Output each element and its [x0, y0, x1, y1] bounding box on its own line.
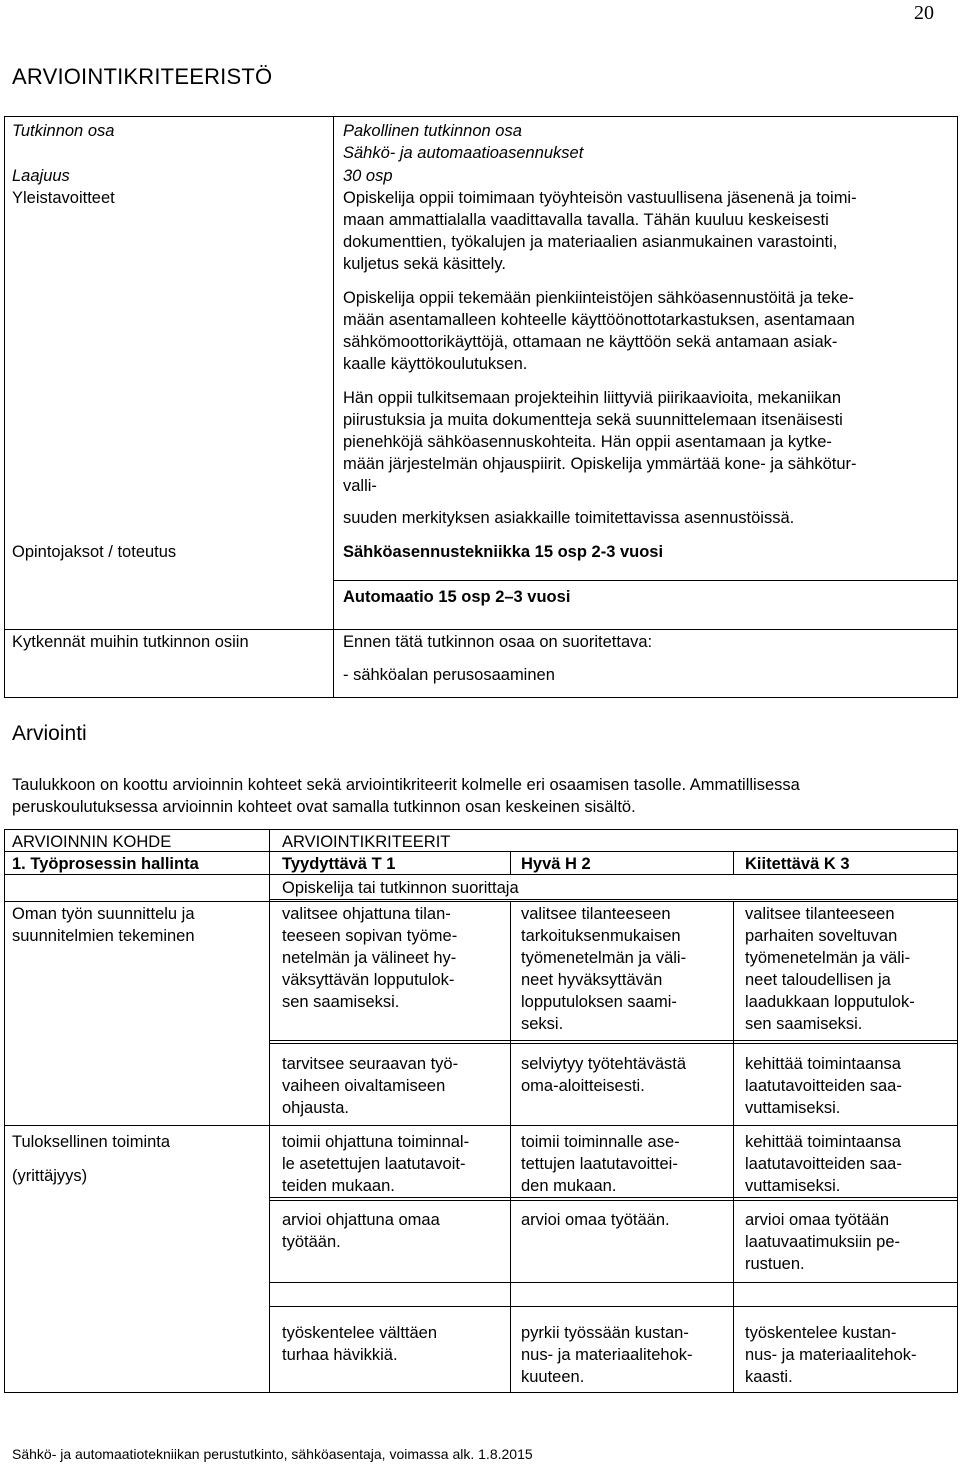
row4-t1-l1: työskentelee välttäen [282, 1324, 438, 1342]
row4-k3 [745, 1322, 917, 1388]
opintojakso-1: Sähköasennustekniikka 15 osp 2-3 vuosi [343, 543, 664, 561]
row0-t1-l3: netelmän ja välineet hy- [282, 949, 457, 967]
row2-k3 [745, 1131, 902, 1197]
page-footer: Sähkö- ja automaatiotekniikan perustutkinto, sähköasentaja, voimassa alk. 1.8.2015 [12, 1446, 533, 1462]
row3-t1 [282, 1209, 440, 1253]
yleistavoitteet-p1-l1: Opiskelija oppii toimimaan työyhteisön vastuullisena jäsenenä ja toimi- [343, 189, 857, 207]
yleistavoitteet-p1-l2: maan ammattialalla vaadittavalla tavalla. Tähän kuuluu keskeisesti [343, 211, 829, 229]
yleistavoitteet-p2-l3: sähkömoottorikäyttöjä, ottamaan ne käyttöön sekä antamaan asiak- [343, 333, 838, 351]
yleistavoitteet-p3-l3: pienehköjä sähköasennuskohteita. Hän oppii asentamaan ja kytke- [343, 433, 832, 451]
row1-t1-l1: tarvitsee seuraavan työ- [282, 1055, 459, 1073]
yleistavoitteet-p3-l5: valli- [343, 477, 377, 495]
label-tutkinnon-osa: Tutkinnon osa [12, 122, 115, 140]
row2-h2 [521, 1131, 680, 1197]
row0-h2-l6: seksi. [521, 1015, 564, 1033]
row0-h2-l4: neet hyväksyttävän [521, 971, 663, 989]
label-kytkennat: Kytkennät muihin tutkinnon osiin [12, 633, 249, 651]
opintojakso-2: Automaatio 15 osp 2–3 vuosi [343, 588, 571, 606]
value-tutkinnon-osa-1: Pakollinen tutkinnon osa [343, 122, 522, 140]
yleistavoitteet-p4-l1: suuden merkityksen asiakkaille toimitettavissa asennustöissä. [343, 509, 795, 527]
yleistavoitteet-p2-l2: mään asentamalleen kohteelle käyttöönottotarkastuksen, asentamaan [343, 311, 855, 329]
row1-h2 [521, 1053, 686, 1097]
section-title: 1. Työprosessin hallinta [12, 855, 199, 873]
row1-k3-l3: vuttamiseksi. [745, 1099, 841, 1117]
row1-t1-l2: vaiheen oivaltamiseen [282, 1077, 446, 1095]
row2-t1-l2: le asetettujen laatutavoit- [282, 1155, 466, 1173]
row4-h2-l3: kuuteen. [521, 1368, 585, 1386]
level-h2: Hyvä H 2 [521, 855, 591, 873]
row0-t1-l2: teeseen sopivan työme- [282, 927, 458, 945]
row4-t1-l2: turhaa hävikkiä. [282, 1346, 398, 1364]
subheader: Opiskelija tai tutkinnon suorittaja [282, 879, 519, 897]
row0-t1-l5: sen saamiseksi. [282, 993, 400, 1011]
level-k3: Kiitettävä K 3 [745, 855, 850, 873]
row0-k3-l6: sen saamiseksi. [745, 1015, 863, 1033]
header-kriteerit: ARVIOINTIKRITEERIT [282, 833, 451, 851]
row0-k3-l3: työmenetelmän ja väli- [745, 949, 911, 967]
row4-t1 [282, 1322, 437, 1366]
row2-k3-l1: kehittää toimintaansa [745, 1133, 901, 1151]
row1-k3-l1: kehittää toimintaansa [745, 1055, 901, 1073]
arviointi-heading: Arviointi [12, 722, 87, 745]
row0-h2-l2: tarkoituksenmukaisen [521, 927, 681, 945]
yleistavoitteet-p2-l1: Opiskelija oppii tekemään pienkiinteistöjen sähköasennustöitä ja teke- [343, 289, 854, 307]
row2-h2-l2: tettujen laatutavoittei- [521, 1155, 678, 1173]
page-title: ARVIOINTIKRITEERISTÖ [12, 64, 273, 89]
row3-k3-l1: arvioi omaa työtään [745, 1211, 889, 1229]
label-yleistavoitteet: Yleistavoitteet [12, 189, 115, 207]
row2-kohde-l2: (yrittäjyys) [12, 1167, 88, 1185]
label-laajuus: Laajuus [12, 167, 70, 185]
yleistavoitteet-p3-l4: mään järjestelmän ohjauspiirit. Opiskelija ymmärtää kone- ja sähkötur- [343, 455, 857, 473]
kytkennat-line-2: - sähköalan perusosaaminen [343, 666, 555, 684]
yleistavoitteet-p3-l2: piirustuksia ja muita dokumentteja sekä suunnittelemaan itsenäisesti [343, 411, 843, 429]
row3-t1-l1: arvioi ohjattuna omaa [282, 1211, 440, 1229]
label-opintojaksot: Opintojaksot / toteutus [12, 543, 177, 561]
level-t1: Tyydyttävä T 1 [282, 855, 396, 873]
row4-h2-l1: pyrkii työssään kustan- [521, 1324, 689, 1342]
intro-text: Taulukkoon on koottu arvioinnin kohteet sekä arviointikriteerit kolmelle eri osaamisen tasolle. Ammatillisessa peruskoulutuksessa arvioinnin kohteet ovat samalla tutkinnon osan keskeinen sisältö. [12, 776, 800, 816]
row2-t1-l1: toimii ohjattuna toiminnal- [282, 1133, 470, 1151]
row0-t1-l1: valitsee ohjattuna tilan- [282, 905, 451, 923]
row4-h2-l2: nus- ja materiaalitehok- [521, 1346, 693, 1364]
row0-k3-l1: valitsee tilanteeseen [745, 905, 895, 923]
row0-h2-l5: lopputuloksen saami- [521, 993, 677, 1011]
row2-h2-l1: toimii toiminnalle ase- [521, 1133, 680, 1151]
row1-h2-l2: oma-aloitteisesti. [521, 1077, 645, 1095]
row2-k3-l2: laatutavoitteiden saa- [745, 1155, 902, 1173]
row3-t1-l2: työtään. [282, 1233, 341, 1251]
row3-k3-l2: laatuvaatimuksiin pe- [745, 1233, 900, 1251]
row1-h2-l1: selviytyy työtehtävästä [521, 1055, 687, 1073]
row4-h2 [521, 1322, 693, 1388]
row1-k3-l2: laatutavoitteiden saa- [745, 1077, 902, 1095]
row0-h2-l1: valitsee tilanteeseen [521, 905, 671, 923]
header-kohde: ARVIOINNIN KOHDE [12, 833, 172, 851]
row2-t1-l3: teiden mukaan. [282, 1177, 395, 1195]
yleistavoitteet-p3-l1: Hän oppii tulkitsemaan projekteihin liittyviä piirikaavioita, mekaniikan [343, 389, 841, 407]
value-laajuus: 30 osp [343, 167, 393, 185]
row3-k3 [745, 1209, 900, 1275]
yleistavoitteet-p1-l3: dokumenttien, työkalujen ja materiaalien asianmukainen varastointi, [343, 233, 838, 251]
row2-k3-l3: vuttamiseksi. [745, 1177, 841, 1195]
value-tutkinnon-osa-2: Sähkö- ja automaatioasennukset [343, 144, 584, 162]
row0-k3-l2: parhaiten soveltuvan [745, 927, 898, 945]
row0-k3 [745, 903, 915, 1035]
row1-t1-l3: ohjausta. [282, 1099, 349, 1117]
yleistavoitteet-p1-l4: kuljetus sekä käsittely. [343, 255, 506, 273]
row2-h2-l3: den mukaan. [521, 1177, 617, 1195]
row3-k3-l3: rustuen. [745, 1255, 805, 1273]
row0-t1-l4: väksyttävän lopputulok- [282, 971, 455, 989]
yleistavoitteet-p2-l4: kaalle käyttökoulutuksen. [343, 355, 528, 373]
row2-kohde-l1: Tuloksellinen toiminta [12, 1133, 171, 1151]
row4-k3-l2: nus- ja materiaalitehok- [745, 1346, 917, 1364]
row0-h2 [521, 903, 686, 1035]
row0-kohde-l2: suunnitelmien tekeminen [12, 927, 195, 945]
row0-h2-l3: työmenetelmän ja väli- [521, 949, 687, 967]
row0-kohde-l1: Oman työn suunnittelu ja [12, 905, 195, 923]
row4-k3-l1: työskentelee kustan- [745, 1324, 897, 1342]
row3-h2-l1: arvioi omaa työtään. [521, 1211, 670, 1229]
page-number: 20 [914, 2, 934, 24]
row3-h2 [521, 1209, 670, 1231]
row4-k3-l3: kaasti. [745, 1368, 793, 1386]
kytkennat-line-1: Ennen tätä tutkinnon osaa on suoritettava: [343, 633, 653, 651]
row0-k3-l4: neet taloudellisen ja [745, 971, 891, 989]
row0-t1 [282, 903, 457, 1013]
row0-k3-l5: laadukkaan lopputulok- [745, 993, 915, 1011]
row1-t1 [282, 1053, 458, 1119]
row2-t1 [282, 1131, 469, 1197]
row1-k3 [745, 1053, 902, 1119]
